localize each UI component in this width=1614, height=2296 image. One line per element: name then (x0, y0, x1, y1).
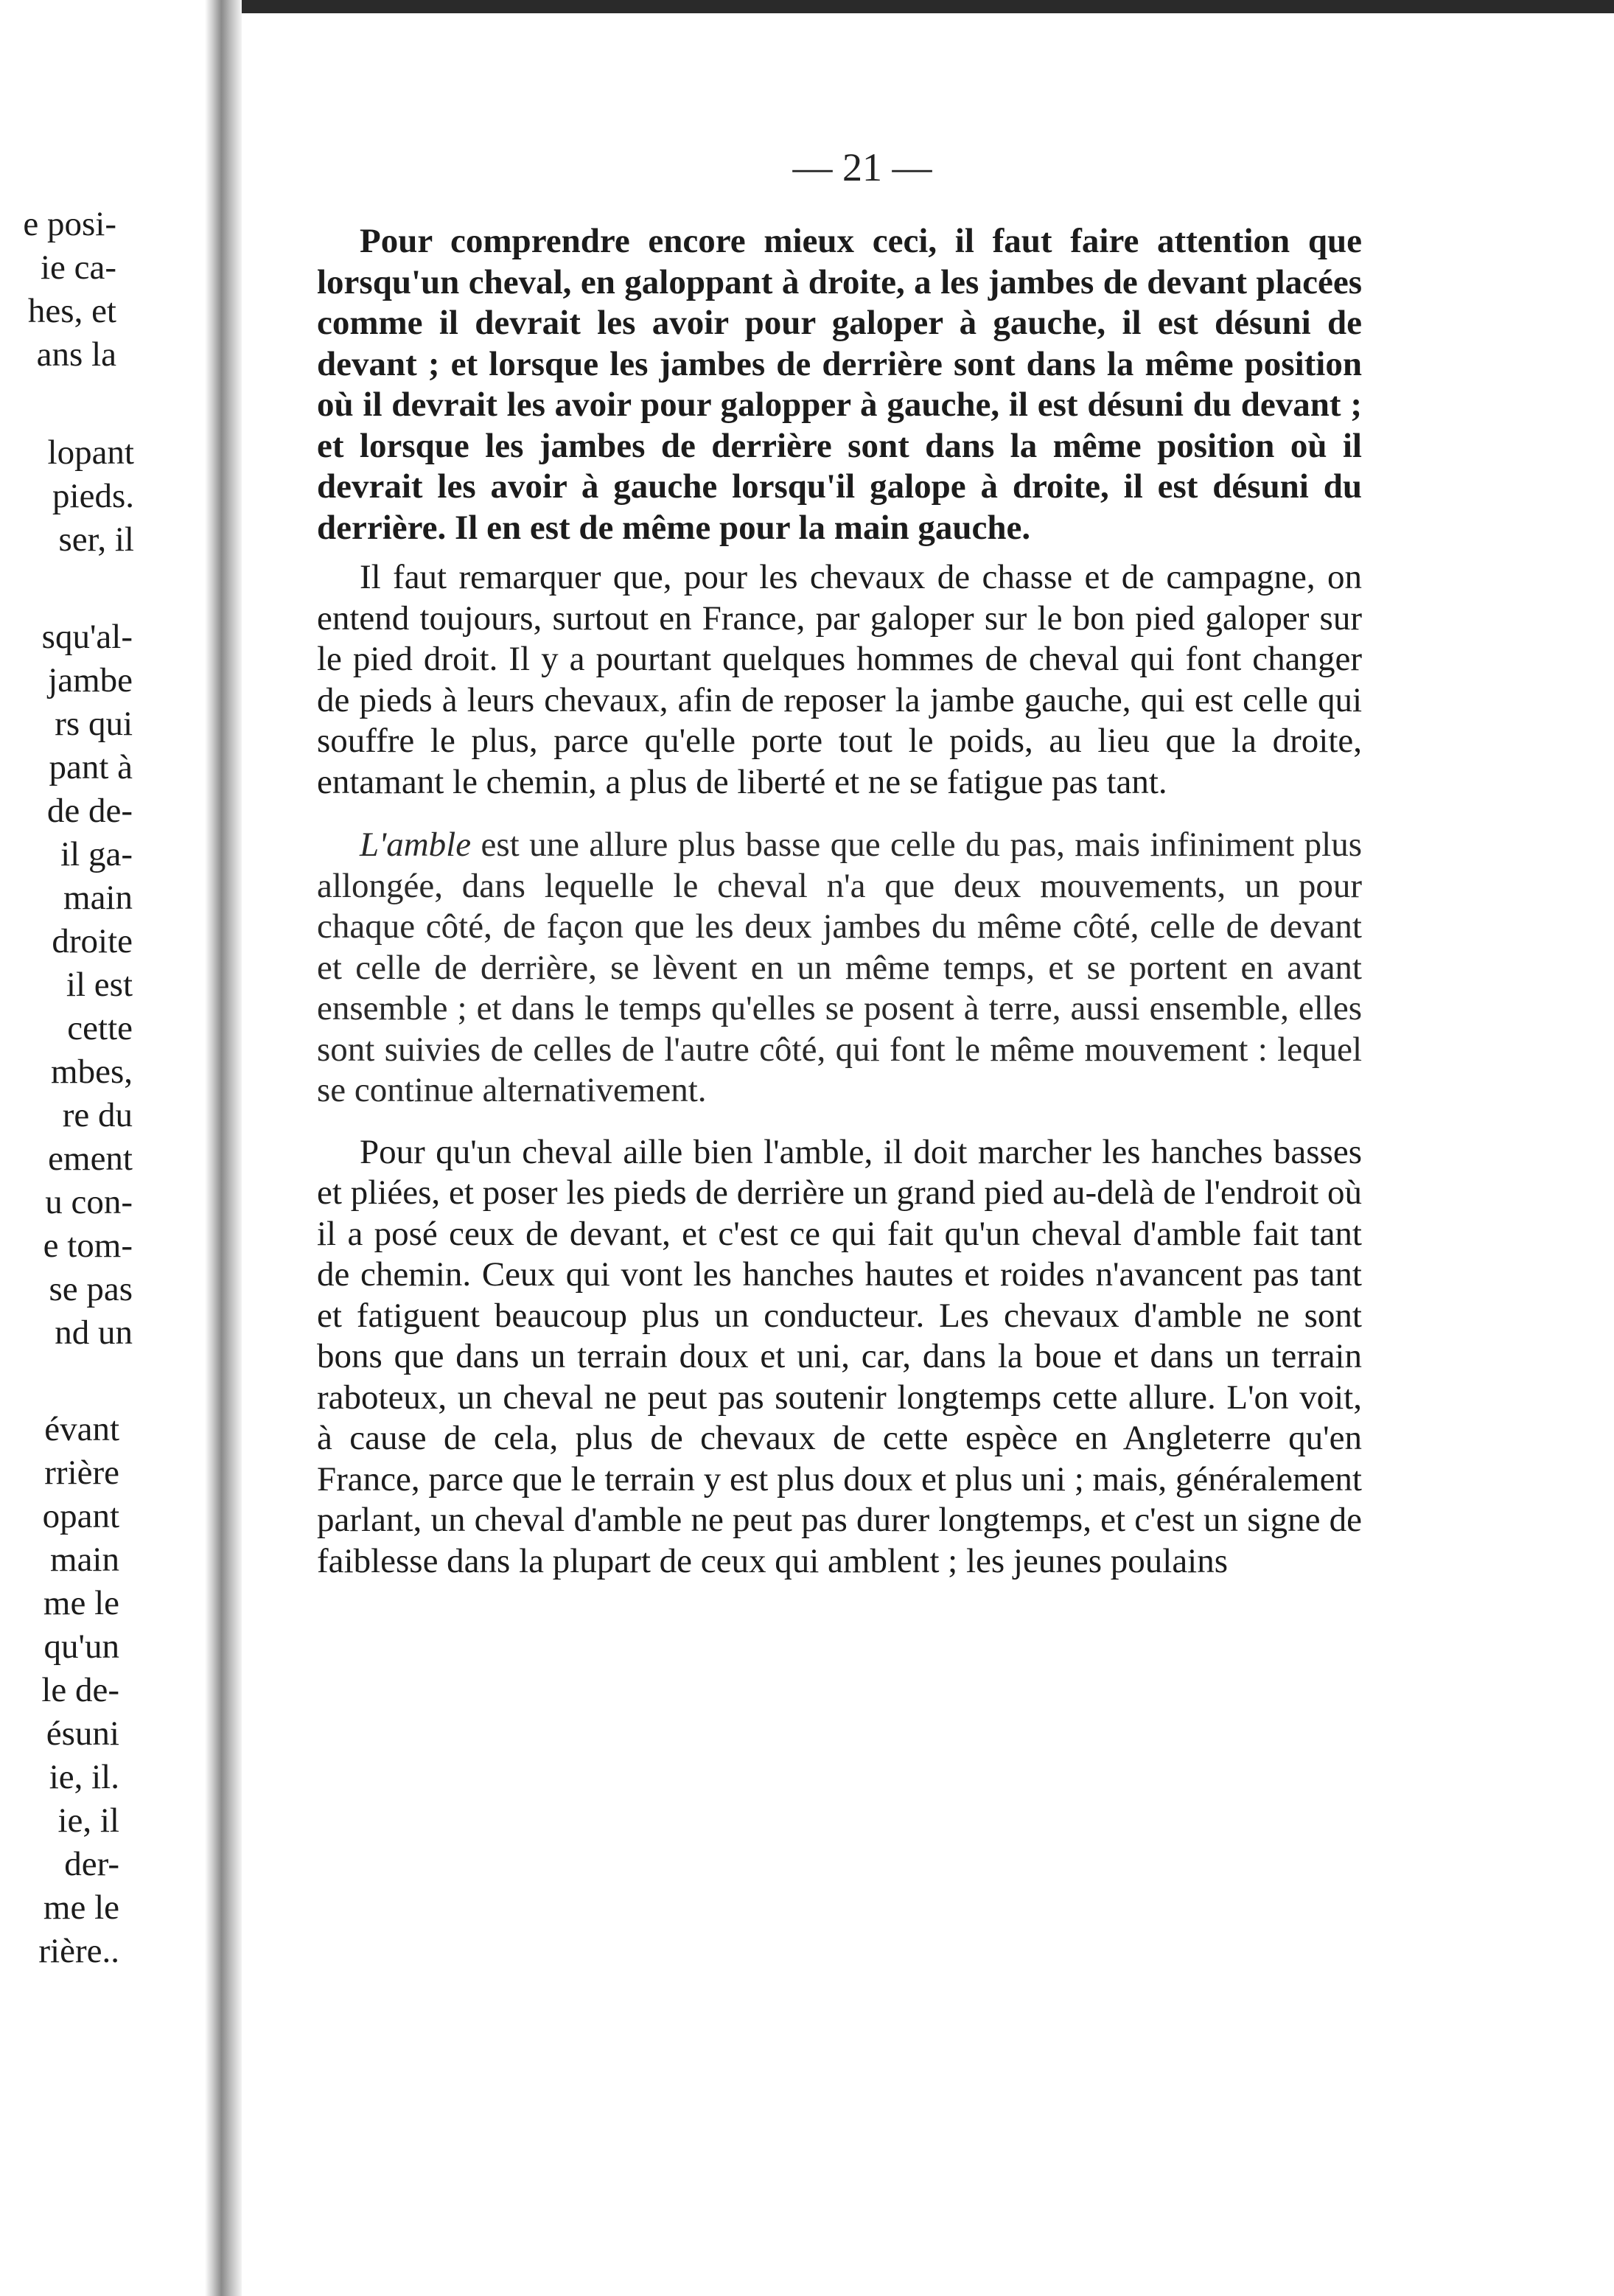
fragment-line: lopant (47, 433, 134, 472)
paragraph-4: Pour qu'un cheval aille bien l'amble, il doit marcher les hanches basses et pliées, et poser les pieds de derrière un grand pied au-delà de l'endroit où il a posé ceux de devant, et c'est ce qui fait qu'un cheval d'amble fait tant de chemin. Ceux qui vont les hanches hautes et roides n'avancent pas tant et fatiguent beaucoup plus un conducteur. Les chevaux d'amble ne sont bons que dans un terrain doux et uni, car, dans la boue et dans un terrain raboteux, un cheval ne peut pas soutenir longtemps cette allure. L'on voit, à cause de cela, plus de chevaux de cette espèce en Angleterre qu'en France, parce que le terrain y est plus doux et plus uni ; mais, généralement parlant, un cheval d'amble ne peut pas durer longtemps, et c'est un signe de faiblesse dans la plupart de ceux qui amblent ; les jeunes poulains (317, 1132, 1362, 1580)
book-gutter-shadow (205, 0, 242, 2296)
fragment-line: rière.. (38, 1932, 119, 1970)
facing-page-fragment (0, 0, 199, 2296)
fragment-line: évant (44, 1410, 119, 1448)
fragment-group-2 (0, 431, 199, 562)
fragment-line: hes, et (27, 292, 116, 330)
fragment-line: ser, il (58, 520, 134, 559)
fragment-line: droite (52, 922, 133, 960)
fragment-line: main (63, 879, 133, 917)
fragment-line: me le (43, 1584, 119, 1622)
fragment-line: ie, il. (49, 1758, 119, 1796)
fragment-line: mbes, (51, 1053, 133, 1091)
fragment-line: il ga- (60, 835, 133, 873)
fragment-line: ement (48, 1140, 133, 1178)
fragment-line: jambe (48, 661, 133, 699)
fragment-line: opant (42, 1497, 119, 1535)
fragment-line: u con- (45, 1183, 133, 1221)
fragment-line: ie ca- (40, 248, 116, 287)
fragment-line: qu'un (43, 1627, 119, 1666)
paragraph-3-body: est une allure plus basse que celle du pas, mais infiniment plus allongée, dans lequelle le cheval n'a que deux mouvements, un pour chaque côté, de façon que les deux jambes du même côté, celle de devant et celle de derrière, se lèvent en un même temps, et se portent en avant ensemble ; et dans le temps qu'elles se posent à terre, aussi ensemble, elles sont suivies de celles de l'autre côté, qui font le même mouvement : lequel se continue alternativement. (317, 826, 1362, 1109)
page-body (317, 221, 1362, 1582)
fragment-line: main (50, 1540, 119, 1579)
fragment-line: re du (62, 1096, 133, 1134)
fragment-line: pieds. (52, 477, 134, 515)
paragraph-1: Pour comprendre encore mieux ceci, il faut faire attention que lorsqu'un cheval, en galoppant à droite, a les jambes de devant placées comme il devrait les avoir pour galoper à gauche, il est désuni de devant ; et lorsque les jambes de derrière sont dans la même position où il devrait les avoir pour galopper à gauche, il est désuni du devant ; et lorsque les jambes de derrière sont dans la même position où il devrait les avoir à gauche lorsqu'il galope à droite, il est désuni du derrière. Il en est de même pour la main gauche. (317, 222, 1362, 547)
fragment-line: ie, il (57, 1801, 119, 1840)
fragment-group-1 (0, 203, 199, 377)
fragment-line: ésuni (46, 1714, 119, 1753)
fragment-line: il est (66, 966, 133, 1004)
fragment-line: nd un (55, 1313, 133, 1352)
fragment-line: pant à (49, 748, 133, 786)
fragment-line: squ'al- (41, 618, 133, 656)
page-number: — 21 — (792, 145, 932, 189)
fragment-line: de de- (46, 792, 133, 830)
fragment-line: e posi- (23, 205, 116, 243)
fragment-line: le de- (41, 1671, 119, 1709)
fragment-line: cette (67, 1009, 133, 1047)
fragment-line: e tom- (43, 1226, 133, 1265)
fragment-line: rrière (44, 1454, 119, 1492)
fragment-line: ans la (36, 335, 116, 374)
fragment-line: der- (64, 1845, 119, 1883)
paragraph-3 (317, 825, 1362, 1112)
italic-term-amble: L'amble (360, 826, 472, 864)
fragment-line: rs qui (55, 705, 133, 743)
fragment-line: me le (43, 1888, 119, 1927)
fragment-line: se pas (49, 1270, 133, 1308)
scan-top-edge (221, 0, 1614, 13)
paragraph-2: Il faut remarquer que, pour les chevaux de chasse et de campagne, on entend toujours, surtout en France, par galoper sur le bon pied galoper sur le pied droit. Il y a pourtant quelques hommes de cheval qui font changer de pieds à leurs chevaux, afin de reposer la jambe gauche, qui est celle qui souffre le plus, parce qu'elle porte tout le poids, au lieu que la droite, entamant le chemin, a plus de liberté et ne se fatigue pas tant. (317, 558, 1362, 801)
fragment-group-4 (0, 1408, 199, 1973)
fragment-group-3 (0, 615, 199, 1355)
